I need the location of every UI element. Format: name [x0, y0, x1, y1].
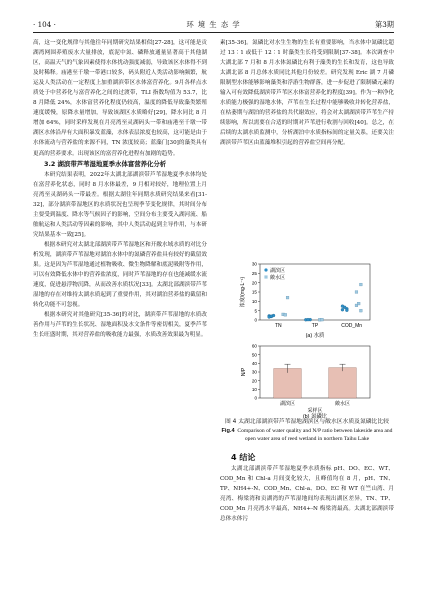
paragraph: 根据本研究对太湖北部湖滨带芦苇湿地区和开敞水域水质的对比分析发现，湖滨带芦苇湿地对湖泊水体中的氮磷营养盐具有较好的截留效果。这是因为芦苇湿地通过植物吸收、微生物降解和底泥吸附等作用，可以有效降低水体中的营养盐浓度，同时芦苇湿地的存在也能减缓水流速度，促进悬浮物沉降，从而改善水质状况[33]。太湖北部湖滨带芦苇湿地的存在对维持太湖水质起到了重要作用，其对湖泊营养盐的截留和转化功能不可忽视。 [33, 241, 207, 309]
figure-4-chart [220, 258, 394, 418]
panel-b-y-tick-label: 30 [251, 369, 257, 375]
caption-zh: 图 4 太湖北部湖滨带芦苇湿地湖滨区与敞水区水质及氮磷比比较 [225, 419, 389, 425]
panel-b-y-tick-label: 50 [251, 352, 257, 358]
panel-b-label: (b) 氮磷比 [302, 414, 328, 418]
data-point [359, 309, 362, 312]
legend-label: 敞水区 [270, 274, 286, 281]
bar [329, 368, 357, 398]
panel-a-y-tick-label: 20 [251, 280, 257, 286]
panel-a-x-tick-label: COD_Mn [341, 323, 363, 329]
issue-number: 第3期 [375, 20, 394, 29]
caption-en-text: Comparison of water quality and N/P ratio between lakeside area and open water area of reed wetland in northern Taihu Lake [237, 427, 393, 442]
figure-caption [220, 418, 394, 444]
left-column [33, 38, 207, 340]
panel-a-label: (a) 水质 [305, 333, 325, 339]
caption-en [220, 427, 394, 444]
paragraph: 素[35-36]。氮磷比对水生生物的生长有重要影响，当水体中氮磷比超过 13∶1 或低于 12∶1 时藻类生长将受到限制[37-38]。本次调查中大湖北部 7 月和 8 月水体氮磷比有利于藻类的生长和发育，这也导致太湖北部 8 月总体水质同比其他月份较差。研究发现 Eric 湖 7 月磷限制型水体能够影响藻类和浮游生物群落，进一步促进了限制磷元素的输入可有效降低湖滨带芦苇区水体富营养化的程度[39]。作为一种净化水质能力极强的湿地水体，芦苇在生长过程中能够吸收并转化营养盐，在枯萎期与湖泊的营养盐的共代谢效应，将会对太湖湖滨带芦苇生产持续影响，所以需要在合适的时期对芦苇进行收割与回收[40]。总之，在后续的太湖水质监测中，分析湖泊中水质指标间的定量关系，还要关注湖滨带芦苇区由蓝藻堆积引起的营养盐空间再分配。 [220, 40, 394, 147]
data-point [341, 305, 344, 308]
panel-b-y-tick-label: 0 [254, 395, 257, 401]
panel-b-y-tick-label: 20 [251, 378, 257, 384]
paragraph: 根据本研究对其他研究[35-36]的对比，湖滨带芦苇湿地的水质改善作用与芦苇的生长状况、湿地面积及水文条件等密切相关，夏季芦苇生长旺盛时期，其对营养盐的吸收能力最强，水质改善效果最为明显。 [33, 312, 207, 339]
figure-4 [220, 258, 394, 418]
data-point [357, 302, 360, 305]
bar [274, 369, 302, 398]
data-point [284, 313, 287, 316]
legend-marker [264, 268, 267, 271]
panel-a-y-tick-label: 0 [254, 317, 257, 323]
panel-a-x-tick-label: TN [274, 323, 282, 329]
data-point [345, 309, 348, 312]
data-point [307, 318, 310, 321]
right-column-top [220, 38, 394, 256]
legend-label: 湖滨区 [270, 267, 286, 274]
data-point [270, 315, 273, 318]
panel-b-y-tick-label: 10 [251, 386, 257, 392]
data-point [355, 291, 358, 294]
data-point [286, 296, 289, 299]
panel-a-x-tick-label: TP [311, 323, 319, 329]
panel-b-y-tick-label: 40 [251, 360, 257, 366]
panel-b-x-tick-label: 敞水区 [334, 401, 351, 407]
panel-a-y-axis-label: 浓度/(mg·L⁻¹) [240, 276, 246, 308]
data-point [341, 308, 344, 311]
legend-marker [264, 275, 267, 278]
paragraph: 太湖北部湖滨带芦苇湿地夏季水质指标 pH、DO、EC、WT、COD_Mn 和 Chl-a 月间变化较大，且峰值均在 8 月，pH、TN、TP、NH4+-N、COD_Mn、Chl-a、DO、EC 和 WT 在竺山湾、月亮湾、梅梁湾和贡湖湾的芦苇湿地间均表现出湖区差异，TN、TP、COD_Mn 月亮湾水平最高，NH4+-N 梅梁湾最高。太湖北部湖滨带总体水体污 [220, 466, 394, 523]
data-point [321, 318, 324, 321]
panel-b-y-axis-label: N/P [241, 367, 247, 377]
caption-en-label: Fig.4 [221, 427, 235, 434]
paragraph: 高，这一变化规律与其他往年同期研究结果相似[27-28]，这可能是贡湖湾网围养殖废水大量排放，底泥中氮、磷释放通量显著高于其他湖区，高温天气的气象因素使得水体扰动强度减弱，导致该区水体得不到及时稀释。庙港至千墩一带港口较多，码头附近人类活动影响频繁，航运及人类活动在一定程度上加重湖滨带区水体富营养化。9月各样点水质处于中营养化与富营养化之间的过渡带，TLI 指数均值为 53.7，比 8 月降低 24%，水体富营养化程度仍较高，温度的降低导致藻类繁殖速度缓慢，原降水量增加，导致该湖区水质略好[29]，降水同比 8 月增加 64%，同时采样发现在月亮湾至灵湖码头一带和庙港至千墩一带湖区水体沿岸有大面积暴发蓝藻，水体表层浓度也较高，这可能是由于水体流动与营养盐的来源不同，TN 浓度较高；蓝藻门[30]的藻类具有更高的营养要求。出现该区的富营养化进程有加剧的趋势。 [33, 40, 207, 157]
page-header [33, 20, 394, 30]
data-point [359, 283, 362, 286]
section-title-4: 4 结论 [231, 453, 256, 462]
page-number: · 104 · [33, 20, 56, 29]
panel-b-y-tick-label: 60 [251, 343, 257, 349]
section-title-3-2: 3.2 湖滨带芦苇湿地夏季水体富营养化分析 [44, 159, 167, 168]
panel-a-y-tick-label: 30 [251, 261, 257, 267]
header-rule [33, 32, 394, 33]
panel-a-y-tick-label: 10 [251, 298, 257, 304]
panel-a-y-tick-label: 25 [251, 270, 257, 276]
right-column-bottom [220, 452, 394, 600]
journal-title: 环 境 生 态 学 [186, 20, 241, 29]
panel-b-x-tick-label: 湖滨区 [279, 401, 296, 407]
panel-b-x-axis-label: 采样区 [307, 408, 323, 414]
paragraph: 本研究结果表明，2022年太湖北部湖滨带芦苇湿地夏季水体均处在富营养化状态，同时 8 月水体最差，9 月相对较好，地理位置上月亮湾至灵湖码头一带最差。根据太湖往年同期水质研究结果来看[31-32]，部分湖滨带湿地区的水质状况也呈现季节变化规律，其时间分布主要受到温度、降水等气候因子的影响，空间分布主要受入湖河流、船舶航运和人类活动等因素的影响，其中人类活动起到主导作用，与本研究结果基本一致[25]。 [33, 171, 207, 238]
panel-a-y-tick-label: 5 [254, 308, 257, 314]
panel-a-y-tick-label: 15 [251, 289, 257, 295]
